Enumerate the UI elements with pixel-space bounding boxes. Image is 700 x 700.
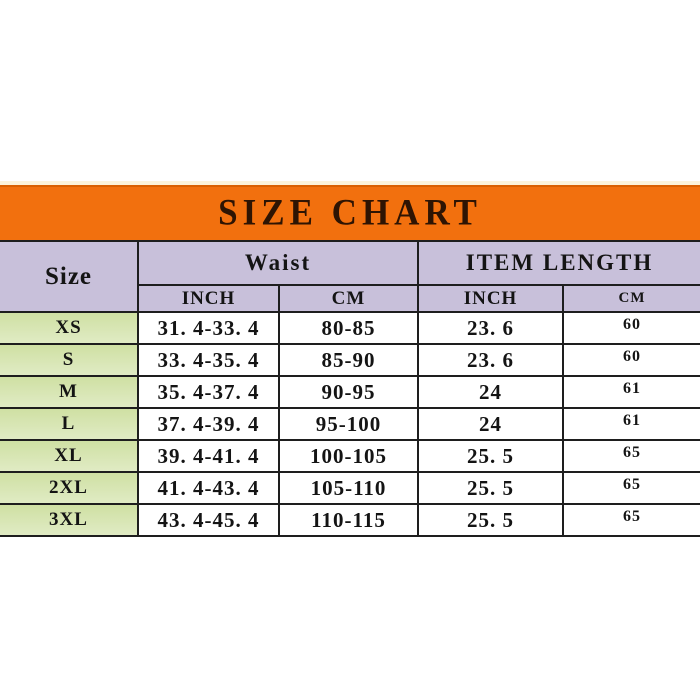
length-cm-cell: 60 — [563, 312, 700, 344]
table-row-s — [0, 344, 700, 376]
length-cm-cell: 60 — [563, 344, 700, 376]
table-row-m — [0, 376, 700, 408]
header-length-inch: INCH — [418, 285, 563, 312]
header-waist-cm: CM — [279, 285, 418, 312]
waist-cm-cell: 110-115 — [279, 504, 418, 536]
length-inch-cell: 25. 5 — [418, 472, 563, 504]
waist-inch-cell: 43. 4-45. 4 — [138, 504, 279, 536]
header-group-item-length: ITEM LENGTH — [418, 241, 700, 285]
waist-inch-cell: 37. 4-39. 4 — [138, 408, 279, 440]
length-cm-cell: 61 — [563, 408, 700, 440]
waist-inch-cell: 35. 4-37. 4 — [138, 376, 279, 408]
size-cell: S — [0, 344, 138, 376]
length-inch-cell: 23. 6 — [418, 312, 563, 344]
length-cm-cell: 65 — [563, 472, 700, 504]
length-cm-cell: 65 — [563, 440, 700, 472]
table-row-xs — [0, 312, 700, 344]
length-inch-cell: 24 — [418, 408, 563, 440]
waist-inch-cell: 33. 4-35. 4 — [138, 344, 279, 376]
waist-inch-cell: 31. 4-33. 4 — [138, 312, 279, 344]
title-banner — [0, 185, 700, 240]
length-cm-cell: 65 — [563, 504, 700, 536]
waist-cm-cell: 85-90 — [279, 344, 418, 376]
size-cell: 3XL — [0, 504, 138, 536]
length-inch-cell: 25. 5 — [418, 504, 563, 536]
header-group-waist: Waist — [138, 241, 418, 285]
length-cm-cell: 61 — [563, 376, 700, 408]
table-row-xl — [0, 440, 700, 472]
table-row-3xl — [0, 504, 700, 536]
header-size: Size — [0, 241, 138, 312]
length-inch-cell: 25. 5 — [418, 440, 563, 472]
waist-cm-cell: 105-110 — [279, 472, 418, 504]
size-cell: L — [0, 408, 138, 440]
size-cell: M — [0, 376, 138, 408]
header-waist-inch: INCH — [138, 285, 279, 312]
size-chart-table — [0, 240, 700, 537]
size-cell: XL — [0, 440, 138, 472]
length-inch-cell: 23. 6 — [418, 344, 563, 376]
table-row-2xl — [0, 472, 700, 504]
header-length-cm: CM — [563, 285, 700, 312]
waist-cm-cell: 100-105 — [279, 440, 418, 472]
waist-cm-cell: 90-95 — [279, 376, 418, 408]
table-row-l — [0, 408, 700, 440]
size-cell: 2XL — [0, 472, 138, 504]
size-cell: XS — [0, 312, 138, 344]
waist-cm-cell: 95-100 — [279, 408, 418, 440]
length-inch-cell: 24 — [418, 376, 563, 408]
waist-cm-cell: 80-85 — [279, 312, 418, 344]
waist-inch-cell: 39. 4-41. 4 — [138, 440, 279, 472]
waist-inch-cell: 41. 4-43. 4 — [138, 472, 279, 504]
page-title: SIZE CHART — [218, 191, 482, 233]
